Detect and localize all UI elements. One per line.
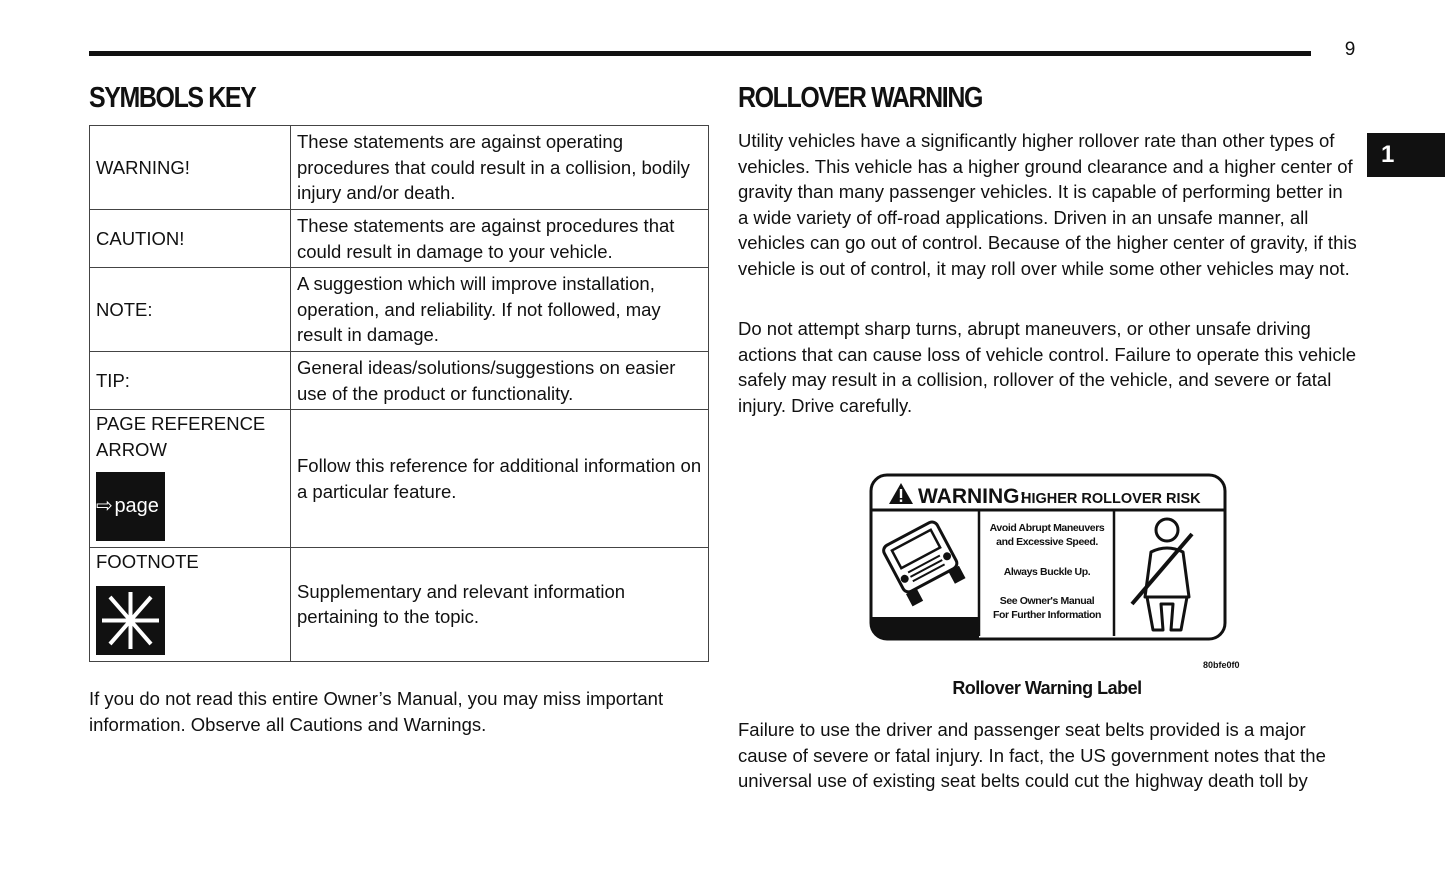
- symbols-table: [89, 125, 709, 662]
- term-label: FOOTNOTE: [96, 551, 199, 572]
- description-cell: Supplementary and relevant information pertaining to the topic.: [291, 548, 709, 662]
- description-cell: These statements are against procedures that could result in damage to your vehicle.: [291, 210, 709, 268]
- table-row: [90, 410, 709, 548]
- table-row: [90, 268, 709, 352]
- table-row: [90, 548, 709, 662]
- label-line-2: and Excessive Speed.: [996, 536, 1098, 548]
- top-rule: [89, 51, 1311, 56]
- description-cell: General ideas/solutions/suggestions on easier use of the product or functionality.: [291, 352, 709, 410]
- term-cell: NOTE:: [90, 268, 291, 352]
- figure-caption: Rollover Warning Label: [952, 678, 1142, 698]
- description-cell: These statements are against operating procedures that could result in a collision, bodily injury and/or death.: [291, 126, 709, 210]
- rollover-paragraph-3: Failure to use the driver and passenger seat belts provided is a major cause of severe or fatal injury. In fact, the US government notes that the universal use of existing seat belts could cut the highway death toll by: [738, 719, 1326, 791]
- chapter-tab[interactable]: 1: [1367, 133, 1445, 177]
- label-line-3: Always Buckle Up.: [1003, 566, 1091, 578]
- figure-code: 80bfe0f0: [1203, 660, 1240, 670]
- term-cell: TIP:: [90, 352, 291, 410]
- table-row: [90, 352, 709, 410]
- label-line-5: For Further Information: [992, 609, 1102, 621]
- manual-note: If you do not read this entire Owner’s Manual, you may miss important information. Observe all Cautions and Warnings.: [89, 688, 664, 735]
- symbols-key-heading: SYMBOLS KEY: [89, 82, 256, 114]
- table-row: [90, 126, 709, 210]
- label-line-1: Avoid Abrupt Maneuvers: [989, 522, 1105, 534]
- rollover-paragraph-1: Utility vehicles have a significantly higher rollover rate than other types of vehicles. This vehicle has a higher ground clearance and a higher center of gravity than many passenger vehicles. It is capable of performing better in a wide variety of off-road applications. Driven in an unsafe manner, all vehicles can go out of control. Because of the higher center of gravity, if this vehicle is out of control, it may roll over while some other vehicles may not.: [738, 130, 1357, 279]
- page-number: 9: [1344, 39, 1356, 60]
- page-arrow-icon: ⇨ page: [96, 472, 165, 541]
- term-cell: [90, 548, 291, 662]
- rollover-paragraph-2: Do not attempt sharp turns, abrupt maneuvers, or other unsafe driving actions that can cause loss of vehicle control. Failure to operate this vehicle safely may result in a collision, rollover of the vehicle, and severe or fatal injury. Drive carefully.: [738, 318, 1357, 416]
- asterisk-icon: [96, 586, 165, 655]
- label-warning-subtitle: HIGHER ROLLOVER RISK: [1021, 491, 1201, 507]
- rollover-warning-label: [868, 472, 1228, 642]
- rollover-warning-heading: ROLLOVER WARNING: [738, 82, 983, 114]
- description-cell: Follow this reference for additional information on a particular feature.: [291, 410, 709, 548]
- term-label: PAGE REFERENCE ARROW: [96, 413, 266, 460]
- label-warning-word: WARNING:: [918, 485, 1027, 508]
- term-cell: CAUTION!: [90, 210, 291, 268]
- page-icon-text: page: [114, 495, 159, 517]
- description-cell: A suggestion which will improve installation, operation, and reliability. If not followed, may result in damage.: [291, 268, 709, 352]
- term-cell: WARNING!: [90, 126, 291, 210]
- label-line-4: See Owner's Manual: [999, 595, 1095, 607]
- table-row: [90, 210, 709, 268]
- term-cell: [90, 410, 291, 548]
